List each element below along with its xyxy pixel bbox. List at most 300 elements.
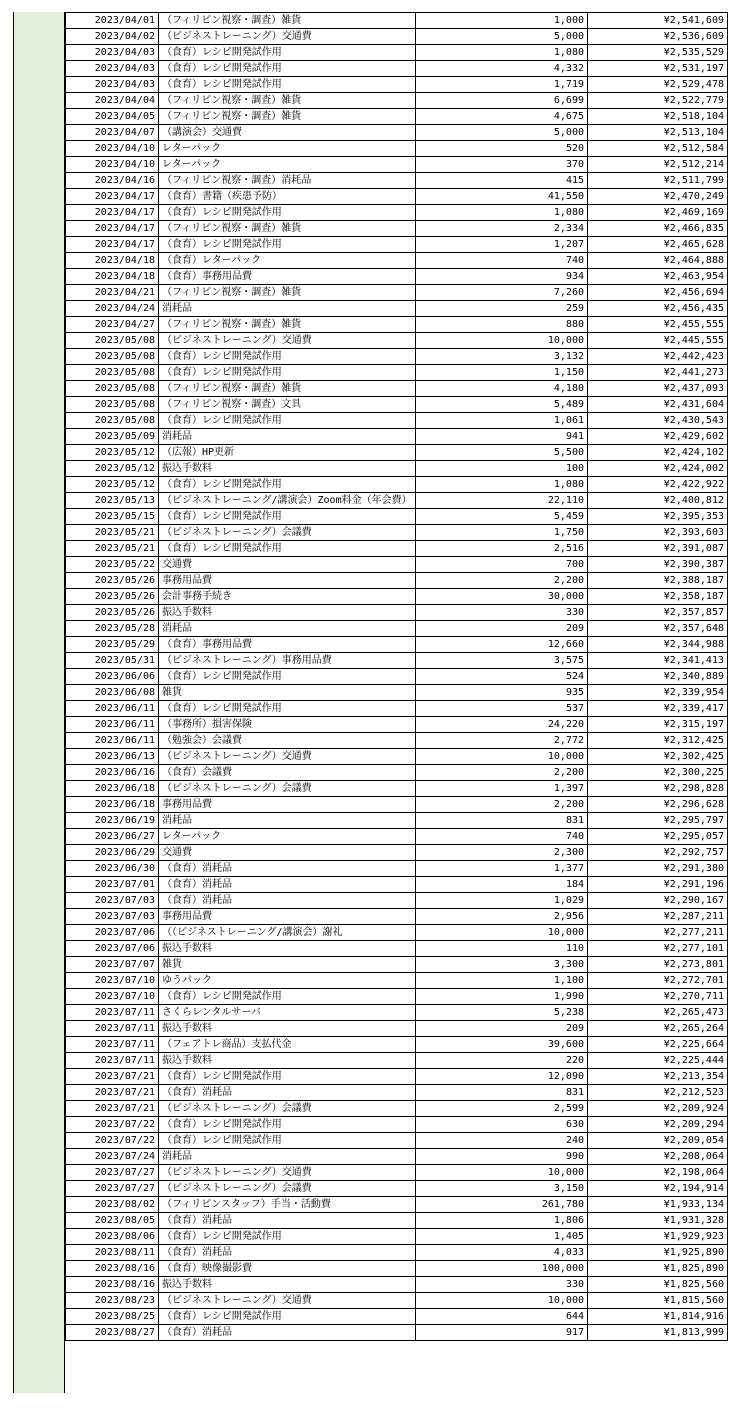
row-balance: ¥2,465,628 xyxy=(588,237,728,253)
row-amount: 5,500 xyxy=(416,445,588,461)
row-balance: ¥1,933,134 xyxy=(588,1197,728,1213)
row-date: 2023/04/03 xyxy=(66,61,159,77)
row-date: 2023/04/10 xyxy=(66,157,159,173)
table-row xyxy=(66,1133,728,1149)
row-date: 2023/05/26 xyxy=(66,573,159,589)
row-date: 2023/07/03 xyxy=(66,893,159,909)
row-item: （ビジネストレーニング）交通費 xyxy=(159,1293,416,1309)
row-balance: ¥2,424,102 xyxy=(588,445,728,461)
row-item: （ビジネストレーニング）交通費 xyxy=(159,333,416,349)
row-date: 2023/07/03 xyxy=(66,909,159,925)
row-balance: ¥2,213,354 xyxy=(588,1069,728,1085)
row-amount: 1,990 xyxy=(416,989,588,1005)
table-row xyxy=(66,509,728,525)
row-balance: ¥2,441,273 xyxy=(588,365,728,381)
table-row xyxy=(66,301,728,317)
row-amount: 370 xyxy=(416,157,588,173)
row-date: 2023/05/12 xyxy=(66,461,159,477)
row-date: 2023/05/08 xyxy=(66,333,159,349)
table-row xyxy=(66,909,728,925)
row-item: （食育）レシピ開発試作用 xyxy=(159,349,416,365)
row-amount: 934 xyxy=(416,269,588,285)
row-balance: ¥2,512,214 xyxy=(588,157,728,173)
row-balance: ¥2,518,104 xyxy=(588,109,728,125)
row-balance: ¥1,815,560 xyxy=(588,1293,728,1309)
table-row xyxy=(66,1005,728,1021)
table-row xyxy=(66,557,728,573)
row-balance: ¥2,442,423 xyxy=(588,349,728,365)
row-date: 2023/05/31 xyxy=(66,653,159,669)
row-date: 2023/05/29 xyxy=(66,637,159,653)
row-item: （ビジネストレーニング）会議費 xyxy=(159,525,416,541)
row-date: 2023/08/25 xyxy=(66,1309,159,1325)
table-row xyxy=(66,1053,728,1069)
row-amount: 5,489 xyxy=(416,397,588,413)
row-date: 2023/07/22 xyxy=(66,1133,159,1149)
row-balance: ¥2,445,555 xyxy=(588,333,728,349)
table-row xyxy=(66,637,728,653)
table-row xyxy=(66,381,728,397)
row-balance: ¥1,931,328 xyxy=(588,1213,728,1229)
row-balance: ¥2,455,555 xyxy=(588,317,728,333)
row-date: 2023/05/28 xyxy=(66,621,159,637)
row-date: 2023/07/21 xyxy=(66,1085,159,1101)
row-amount: 24,220 xyxy=(416,717,588,733)
row-item: 会計事務手続き xyxy=(159,589,416,605)
row-item: （ビジネストレーニング）事務用品費 xyxy=(159,653,416,669)
row-amount: 4,332 xyxy=(416,61,588,77)
row-date: 2023/04/03 xyxy=(66,45,159,61)
row-item: 消耗品 xyxy=(159,301,416,317)
row-date: 2023/07/21 xyxy=(66,1069,159,1085)
table-row xyxy=(66,349,728,365)
row-date: 2023/04/01 xyxy=(66,13,159,29)
row-date: 2023/06/18 xyxy=(66,781,159,797)
row-item: （フィリピン視察・調査）雑貨 xyxy=(159,109,416,125)
row-date: 2023/07/10 xyxy=(66,989,159,1005)
row-item: （食育）会議費 xyxy=(159,765,416,781)
row-item: （フィリピン視察・調査）文具 xyxy=(159,397,416,413)
row-amount: 831 xyxy=(416,813,588,829)
row-amount: 1,397 xyxy=(416,781,588,797)
table-row xyxy=(66,589,728,605)
row-balance: ¥1,925,890 xyxy=(588,1245,728,1261)
row-balance: ¥2,339,954 xyxy=(588,685,728,701)
row-balance: ¥2,513,104 xyxy=(588,125,728,141)
row-amount: 1,405 xyxy=(416,1229,588,1245)
row-balance: ¥2,287,211 xyxy=(588,909,728,925)
row-item: （食育）レシピ開発試作用 xyxy=(159,365,416,381)
table-row xyxy=(66,1261,728,1277)
table-row xyxy=(66,237,728,253)
row-date: 2023/08/05 xyxy=(66,1213,159,1229)
table-row xyxy=(66,125,728,141)
row-balance: ¥2,212,523 xyxy=(588,1085,728,1101)
table-row xyxy=(66,109,728,125)
row-balance: ¥2,292,757 xyxy=(588,845,728,861)
row-balance: ¥2,358,187 xyxy=(588,589,728,605)
row-item: レターパック xyxy=(159,141,416,157)
row-balance: ¥2,388,187 xyxy=(588,573,728,589)
row-amount: 1,377 xyxy=(416,861,588,877)
row-amount: 1,806 xyxy=(416,1213,588,1229)
row-amount: 524 xyxy=(416,669,588,685)
row-item: （フィリピン視察・調査）雑貨 xyxy=(159,93,416,109)
table-row xyxy=(66,733,728,749)
table-row xyxy=(66,445,728,461)
table-row xyxy=(66,1229,728,1245)
row-item: ゆうパック xyxy=(159,973,416,989)
table-row xyxy=(66,493,728,509)
row-amount: 2,200 xyxy=(416,797,588,813)
table-row xyxy=(66,861,728,877)
table-row xyxy=(66,429,728,445)
row-balance: ¥1,825,890 xyxy=(588,1261,728,1277)
table-row xyxy=(66,413,728,429)
row-item: （事務所）損害保険 xyxy=(159,717,416,733)
table-row xyxy=(66,189,728,205)
row-amount: 880 xyxy=(416,317,588,333)
row-amount: 10,000 xyxy=(416,925,588,941)
row-amount: 4,033 xyxy=(416,1245,588,1261)
table-row xyxy=(66,669,728,685)
row-item: （講演会）交通費 xyxy=(159,125,416,141)
row-balance: ¥2,265,264 xyxy=(588,1021,728,1037)
row-item: （勉強会）会議費 xyxy=(159,733,416,749)
table-row xyxy=(66,1085,728,1101)
row-item: 交通費 xyxy=(159,845,416,861)
row-amount: 644 xyxy=(416,1309,588,1325)
row-item: 消耗品 xyxy=(159,1149,416,1165)
row-amount: 220 xyxy=(416,1053,588,1069)
row-amount: 259 xyxy=(416,301,588,317)
row-amount: 831 xyxy=(416,1085,588,1101)
row-amount: 30,000 xyxy=(416,589,588,605)
row-balance: ¥2,277,211 xyxy=(588,925,728,941)
table-row xyxy=(66,221,728,237)
row-item: （（ビジネストレーニング/講演会）謝礼 xyxy=(159,925,416,941)
table-row xyxy=(66,93,728,109)
row-item: さくらレンタルサーバ xyxy=(159,1005,416,1021)
row-item: （食育）消耗品 xyxy=(159,1085,416,1101)
row-item: （フィリピン視察・調査）雑貨 xyxy=(159,381,416,397)
row-balance: ¥2,194,914 xyxy=(588,1181,728,1197)
row-balance: ¥2,277,101 xyxy=(588,941,728,957)
row-balance: ¥2,265,473 xyxy=(588,1005,728,1021)
row-amount: 209 xyxy=(416,1021,588,1037)
row-balance: ¥2,209,924 xyxy=(588,1101,728,1117)
row-amount: 1,080 xyxy=(416,45,588,61)
table-row xyxy=(66,1245,728,1261)
row-date: 2023/07/11 xyxy=(66,1037,159,1053)
row-balance: ¥2,344,988 xyxy=(588,637,728,653)
row-amount: 4,675 xyxy=(416,109,588,125)
row-date: 2023/04/04 xyxy=(66,93,159,109)
row-amount: 3,575 xyxy=(416,653,588,669)
row-item: （食育）映像撮影費 xyxy=(159,1261,416,1277)
table-row xyxy=(66,1069,728,1085)
row-amount: 4,180 xyxy=(416,381,588,397)
row-item: （食育）レシピ開発試作用 xyxy=(159,989,416,1005)
table-row xyxy=(66,285,728,301)
table-row xyxy=(66,365,728,381)
row-item: （食育）消耗品 xyxy=(159,893,416,909)
row-item: （ビジネストレーニング）会議費 xyxy=(159,1101,416,1117)
row-balance: ¥2,422,922 xyxy=(588,477,728,493)
row-amount: 1,100 xyxy=(416,973,588,989)
row-balance: ¥2,315,197 xyxy=(588,717,728,733)
row-date: 2023/04/17 xyxy=(66,189,159,205)
row-amount: 740 xyxy=(416,253,588,269)
row-date: 2023/04/17 xyxy=(66,221,159,237)
row-balance: ¥2,466,835 xyxy=(588,221,728,237)
row-balance: ¥2,198,064 xyxy=(588,1165,728,1181)
table-row xyxy=(66,925,728,941)
row-item: （ビジネストレーニング）交通費 xyxy=(159,749,416,765)
row-item: （フィリピン視察・調査）消耗品 xyxy=(159,173,416,189)
row-balance: ¥2,290,167 xyxy=(588,893,728,909)
row-amount: 935 xyxy=(416,685,588,701)
row-item: レターパック xyxy=(159,829,416,845)
row-date: 2023/04/18 xyxy=(66,253,159,269)
row-amount: 100 xyxy=(416,461,588,477)
row-amount: 1,000 xyxy=(416,13,588,29)
row-balance: ¥2,225,444 xyxy=(588,1053,728,1069)
row-balance: ¥2,536,609 xyxy=(588,29,728,45)
row-date: 2023/05/22 xyxy=(66,557,159,573)
row-amount: 10,000 xyxy=(416,1165,588,1181)
row-item: 事務用品費 xyxy=(159,573,416,589)
row-balance: ¥2,393,603 xyxy=(588,525,728,541)
row-date: 2023/06/08 xyxy=(66,685,159,701)
row-balance: ¥2,463,954 xyxy=(588,269,728,285)
row-amount: 3,150 xyxy=(416,1181,588,1197)
row-balance: ¥1,813,999 xyxy=(588,1325,728,1341)
row-item: レターパック xyxy=(159,157,416,173)
row-amount: 1,061 xyxy=(416,413,588,429)
row-item: （食育）レシピ開発試作用 xyxy=(159,61,416,77)
row-amount: 2,200 xyxy=(416,573,588,589)
row-balance: ¥2,272,701 xyxy=(588,973,728,989)
row-balance: ¥2,470,249 xyxy=(588,189,728,205)
row-amount: 700 xyxy=(416,557,588,573)
table-row xyxy=(66,813,728,829)
table-row xyxy=(66,781,728,797)
table-row xyxy=(66,157,728,173)
row-date: 2023/06/11 xyxy=(66,717,159,733)
row-date: 2023/04/21 xyxy=(66,285,159,301)
row-item: （食育）レシピ開発試作用 xyxy=(159,1309,416,1325)
row-amount: 2,300 xyxy=(416,845,588,861)
table-row xyxy=(66,653,728,669)
table-row xyxy=(66,1197,728,1213)
row-date: 2023/07/11 xyxy=(66,1053,159,1069)
row-date: 2023/05/13 xyxy=(66,493,159,509)
row-amount: 10,000 xyxy=(416,1293,588,1309)
table-row xyxy=(66,749,728,765)
table-row xyxy=(66,989,728,1005)
row-date: 2023/07/01 xyxy=(66,877,159,893)
row-item: （食育）消耗品 xyxy=(159,1213,416,1229)
row-amount: 2,772 xyxy=(416,733,588,749)
row-balance: ¥2,469,169 xyxy=(588,205,728,221)
table-row xyxy=(66,1037,728,1053)
row-date: 2023/08/23 xyxy=(66,1293,159,1309)
row-date: 2023/08/16 xyxy=(66,1261,159,1277)
table-row xyxy=(66,1213,728,1229)
row-item: （ビジネストレーニング）会議費 xyxy=(159,781,416,797)
table-row xyxy=(66,893,728,909)
row-item: （フィリピン視察・調査）雑貨 xyxy=(159,285,416,301)
row-amount: 5,459 xyxy=(416,509,588,525)
table-row xyxy=(66,1117,728,1133)
row-date: 2023/05/26 xyxy=(66,589,159,605)
table-row xyxy=(66,1021,728,1037)
row-item: （食育）レシピ開発試作用 xyxy=(159,477,416,493)
row-date: 2023/05/09 xyxy=(66,429,159,445)
row-item: 振込手数料 xyxy=(159,1277,416,1293)
row-balance: ¥2,390,387 xyxy=(588,557,728,573)
row-amount: 240 xyxy=(416,1133,588,1149)
row-amount: 10,000 xyxy=(416,749,588,765)
row-balance: ¥2,339,417 xyxy=(588,701,728,717)
row-item: 消耗品 xyxy=(159,621,416,637)
row-item: （食育）レシピ開発試作用 xyxy=(159,77,416,93)
table-row xyxy=(66,477,728,493)
row-item: （広報）HP更新 xyxy=(159,445,416,461)
row-balance: ¥2,522,779 xyxy=(588,93,728,109)
row-item: （食育）レシピ開発試作用 xyxy=(159,1069,416,1085)
row-item: （食育）レシピ開発試作用 xyxy=(159,1133,416,1149)
row-balance: ¥1,825,560 xyxy=(588,1277,728,1293)
row-balance: ¥2,298,828 xyxy=(588,781,728,797)
row-date: 2023/04/16 xyxy=(66,173,159,189)
row-date: 2023/06/29 xyxy=(66,845,159,861)
row-balance: ¥2,225,664 xyxy=(588,1037,728,1053)
row-date: 2023/07/11 xyxy=(66,1021,159,1037)
row-date: 2023/08/16 xyxy=(66,1277,159,1293)
row-balance: ¥2,464,888 xyxy=(588,253,728,269)
row-amount: 3,300 xyxy=(416,957,588,973)
ledger-body xyxy=(66,13,728,1341)
row-date: 2023/06/18 xyxy=(66,797,159,813)
row-date: 2023/08/06 xyxy=(66,1229,159,1245)
row-amount: 2,516 xyxy=(416,541,588,557)
table-row xyxy=(66,845,728,861)
row-item: 消耗品 xyxy=(159,813,416,829)
row-amount: 110 xyxy=(416,941,588,957)
row-item: 事務用品費 xyxy=(159,797,416,813)
table-row xyxy=(66,573,728,589)
table-row xyxy=(66,797,728,813)
row-balance: ¥2,300,225 xyxy=(588,765,728,781)
row-amount: 1,207 xyxy=(416,237,588,253)
row-date: 2023/07/24 xyxy=(66,1149,159,1165)
row-amount: 415 xyxy=(416,173,588,189)
row-item: （食育）レシピ開発試作用 xyxy=(159,237,416,253)
row-balance: ¥2,273,801 xyxy=(588,957,728,973)
row-amount: 1,150 xyxy=(416,365,588,381)
row-item: （食育）レシピ開発試作用 xyxy=(159,509,416,525)
row-amount: 184 xyxy=(416,877,588,893)
row-balance: ¥2,302,425 xyxy=(588,749,728,765)
row-item: （ビジネストレーニング/講演会）Zoom料金（年会費） xyxy=(159,493,416,509)
row-item: 振込手数料 xyxy=(159,1053,416,1069)
row-balance: ¥2,430,543 xyxy=(588,413,728,429)
table-row xyxy=(66,461,728,477)
row-item: （食育）レシピ開発試作用 xyxy=(159,541,416,557)
table-row xyxy=(66,397,728,413)
table-row xyxy=(66,1165,728,1181)
row-item: （食育）レシピ開発試作用 xyxy=(159,413,416,429)
row-balance: ¥2,437,093 xyxy=(588,381,728,397)
row-date: 2023/08/02 xyxy=(66,1197,159,1213)
row-amount: 990 xyxy=(416,1149,588,1165)
row-date: 2023/04/18 xyxy=(66,269,159,285)
row-date: 2023/05/21 xyxy=(66,525,159,541)
row-date: 2023/05/15 xyxy=(66,509,159,525)
row-balance: ¥2,529,478 xyxy=(588,77,728,93)
row-balance: ¥2,357,648 xyxy=(588,621,728,637)
row-balance: ¥2,391,087 xyxy=(588,541,728,557)
row-item: （食育）事務用品費 xyxy=(159,637,416,653)
row-balance: ¥2,511,799 xyxy=(588,173,728,189)
row-date: 2023/04/02 xyxy=(66,29,159,45)
row-date: 2023/06/30 xyxy=(66,861,159,877)
row-date: 2023/04/27 xyxy=(66,317,159,333)
row-item: （食育）書籍（疾患予防） xyxy=(159,189,416,205)
row-date: 2023/05/08 xyxy=(66,365,159,381)
row-amount: 12,660 xyxy=(416,637,588,653)
row-balance: ¥2,431,604 xyxy=(588,397,728,413)
expense-ledger-table xyxy=(65,12,728,1341)
row-amount: 1,750 xyxy=(416,525,588,541)
row-date: 2023/04/17 xyxy=(66,237,159,253)
row-amount: 5,000 xyxy=(416,29,588,45)
row-amount: 740 xyxy=(416,829,588,845)
row-item: 振込手数料 xyxy=(159,941,416,957)
row-balance: ¥2,209,054 xyxy=(588,1133,728,1149)
row-date: 2023/06/11 xyxy=(66,701,159,717)
row-date: 2023/08/11 xyxy=(66,1245,159,1261)
table-row xyxy=(66,957,728,973)
row-amount: 7,260 xyxy=(416,285,588,301)
row-date: 2023/04/24 xyxy=(66,301,159,317)
row-amount: 5,000 xyxy=(416,125,588,141)
table-row xyxy=(66,173,728,189)
row-balance: ¥2,208,064 xyxy=(588,1149,728,1165)
table-row xyxy=(66,1277,728,1293)
row-item: （食育）消耗品 xyxy=(159,861,416,877)
row-balance: ¥2,340,889 xyxy=(588,669,728,685)
table-row xyxy=(66,621,728,637)
row-amount: 261,780 xyxy=(416,1197,588,1213)
row-date: 2023/07/10 xyxy=(66,973,159,989)
row-item: （ビジネストレーニング）交通費 xyxy=(159,29,416,45)
row-balance: ¥1,814,916 xyxy=(588,1309,728,1325)
table-row xyxy=(66,829,728,845)
row-item: 事務用品費 xyxy=(159,909,416,925)
row-balance: ¥2,341,413 xyxy=(588,653,728,669)
table-row xyxy=(66,541,728,557)
row-date: 2023/07/22 xyxy=(66,1117,159,1133)
row-item: （フィリピン視察・調査）雑貨 xyxy=(159,221,416,237)
row-amount: 2,200 xyxy=(416,765,588,781)
table-row xyxy=(66,1293,728,1309)
row-balance: ¥2,512,584 xyxy=(588,141,728,157)
row-amount: 941 xyxy=(416,429,588,445)
row-date: 2023/04/05 xyxy=(66,109,159,125)
